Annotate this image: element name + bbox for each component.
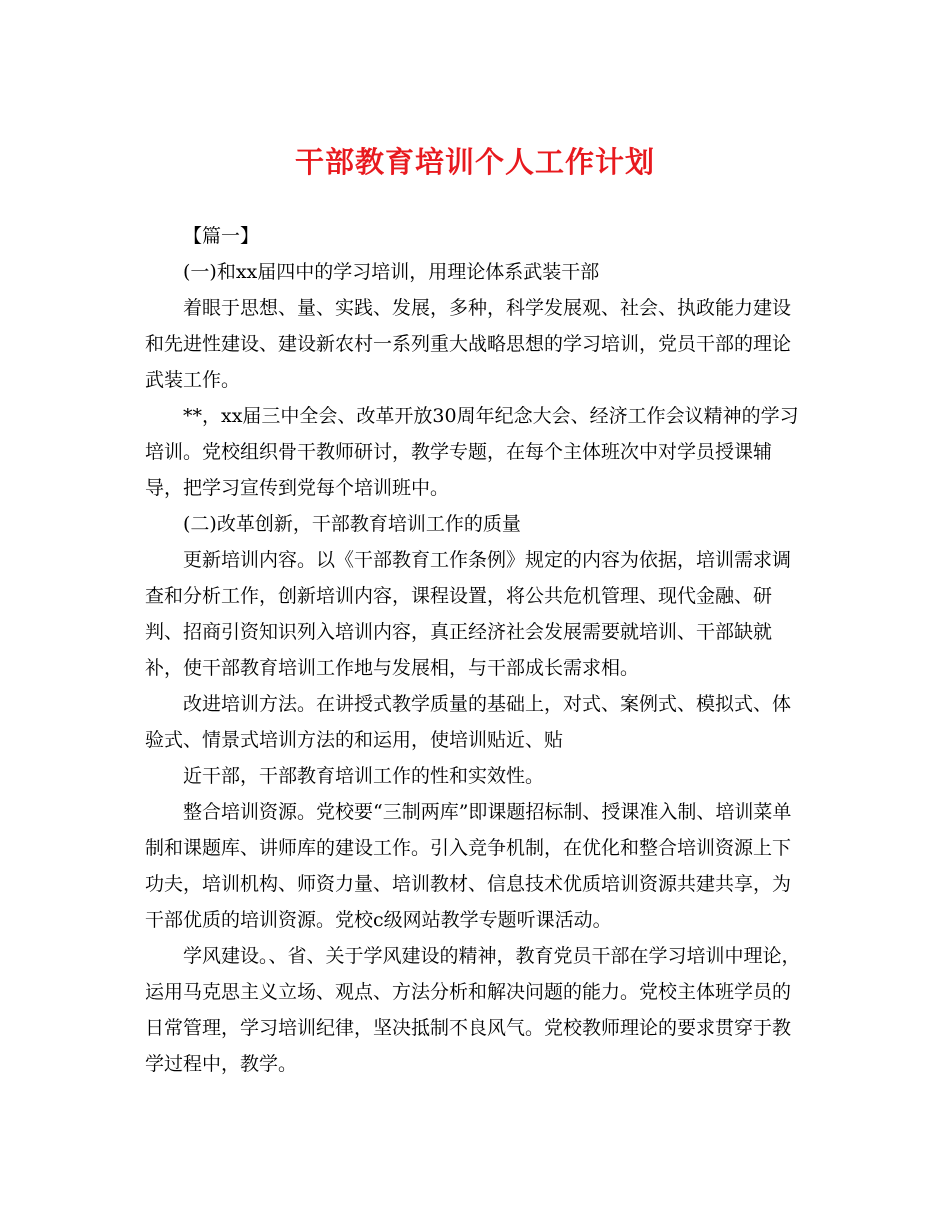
body-paragraph: 着眼于思想、量、实践、发展，多种，科学发展观、社会、执政能力建设和先进性建设、建设新农村一系列重大战略思想的学习培训，党员干部的理论武装工作。	[145, 297, 792, 391]
body-paragraph: 更新培训内容。以《干部教育工作条例》规定的内容为依据，培训需求调查和分析工作，创新培训内容，课程设置，将公共危机管理、现代金融、研判、招商引资知识列入培训内容，真正经济社会发展需要就培训、干部缺就补，使干部教育培训工作地与发展相，与干部成长需求相。	[145, 549, 792, 679]
body-paragraph: 近干部，干部教育培训工作的性和实效性。	[183, 765, 545, 787]
body-paragraph: 改进培训方法。在讲授式教学质量的基础上，对式、案例式、模拟式、体验式、情景式培训方法的和运用，使培训贴近、贴	[145, 693, 792, 751]
body-paragraph: **，xx届三中全会、改革开放30周年纪念大会、经济工作会议精神的学习培训。党校组织骨干教师研讨，教学专题，在每个主体班次中对学员授课辅导，把学习宣传到党每个培训班中。	[145, 405, 799, 499]
body-paragraph: 学风建设。、省、关于学风建设的精神，教育党员干部在学习培训中理论，运用马克思主义立场、观点、方法分析和解决问题的能力。党校主体班学员的日常管理，学习培训纪律，坚决抵制不良风气。党校教师理论的要求贯穿于教学过程中，教学。	[145, 945, 801, 1075]
section-heading: (一)和xx届四中的学习培训，用理论体系武装干部	[183, 261, 600, 283]
document-title: 干部教育培训个人工作计划	[294, 145, 655, 179]
section-heading: (二)改革创新，干部教育培训工作的质量	[183, 513, 521, 535]
section-label: 【篇一】	[183, 225, 260, 247]
body-paragraph: 整合培训资源。党校要“三制两库”即课题招标制、授课准入制、培训菜单制和课题库、讲师库的建设工作。引入竞争机制，在优化和整合培训资源上下功夫，培训机构、师资力量、培训教材、信息技术优质培训资源共建共享，为干部优质的培训资源。党校c级网站教学专题听课活动。	[145, 801, 792, 931]
document-body	[145, 218, 805, 1082]
